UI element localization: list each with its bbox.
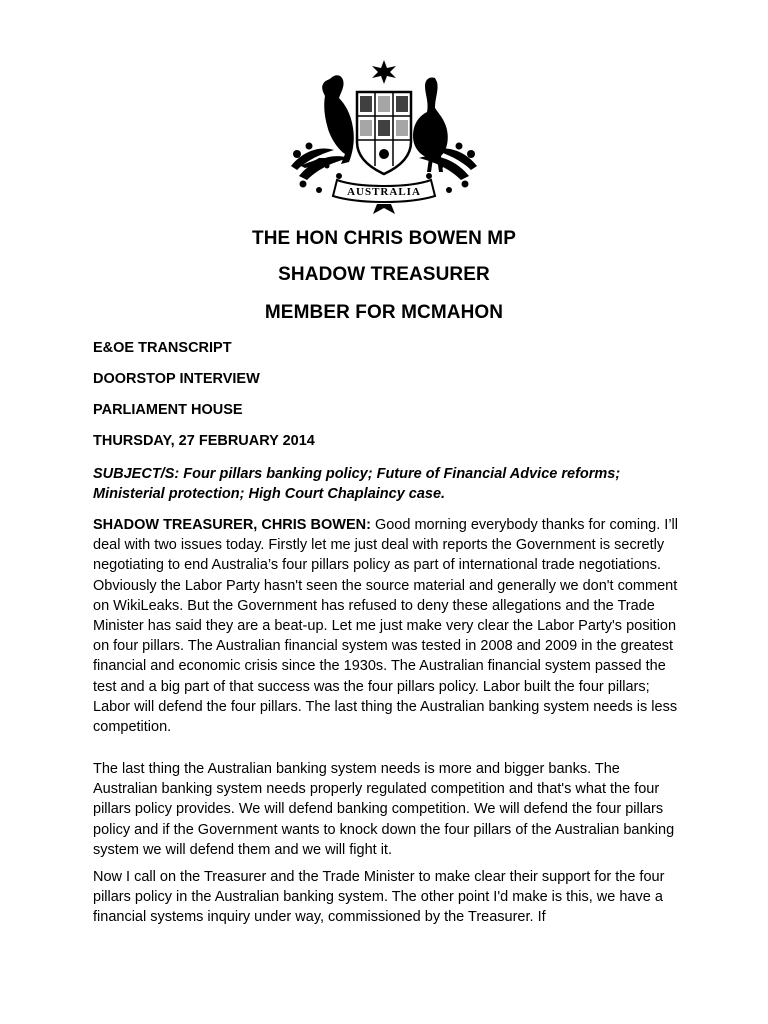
speaker-label: SHADOW TREASURER, CHRIS BOWEN:: [93, 517, 371, 533]
event-type: DOORSTOP INTERVIEW: [93, 371, 260, 387]
member-electorate: MEMBER FOR MCMAHON: [264, 302, 504, 323]
transcript-paragraph-3: Now I call on the Treasurer and the Trade Minister to make clear their support for the four pillars policy in the Australian banking system. The other point I'd make is this, we have a financial systems inquiry under way, commissioned by the Treasurer. If: [93, 869, 665, 926]
banner-text: AUSTRALIA: [347, 186, 421, 198]
star-icon: [372, 60, 396, 84]
transcript-paragraph-2: The last thing the Australian banking system needs is more and bigger banks. The Australian banking system needs properly regulated competition and that's what the four pillars policy provides. We will defend banking competition. We will defend the four pillars policy and if the Government wants to knock down the four pillars of the Australian banking system we will defend them and we will fight it.: [93, 761, 675, 858]
emu-icon: [413, 77, 448, 172]
event-location: PARLIAMENT HOUSE: [93, 402, 243, 418]
transcript-paragraph-1: [93, 515, 683, 737]
transcript-type: E&OE TRANSCRIPT: [93, 340, 232, 356]
member-name: THE HON CHRIS BOWEN MP: [252, 228, 516, 249]
event-date: THURSDAY, 27 FEBRUARY 2014: [93, 433, 315, 449]
paragraph-1-text: Good morning everybody thanks for coming. I’ll deal with two issues today. Firstly let me just deal with reports the Government is secretly negotiating to end Australia’s four pillars policy as part of international trade negotiations. Obviously the Labor Party hasn't seen the source material and generally we don't comment on WikiLeaks. But the Government has refused to deny these allegations and the Trade Minister has said they are a beat-up. Let me just make very clear the Labor Party's position on four pillars. The Australian financial system was tested in 2008 and 2009 in the greatest financial and economic crisis since the 1930s. The Australian financial system passed the test and a big part of that success was the four pillars policy. Labor built the four pillars; Labor will defend the four pillars. The last thing the Australian banking system needs is less competition.: [93, 517, 678, 736]
coat-of-arms-icon: [279, 58, 489, 218]
member-position: SHADOW TREASURER: [278, 264, 490, 285]
subject-line: SUBJECT/S: Four pillars banking policy; Future of Financial Advice reforms; Ministerial protection; High Court Chaplaincy case.: [93, 466, 621, 502]
shield-icon: [357, 92, 411, 174]
